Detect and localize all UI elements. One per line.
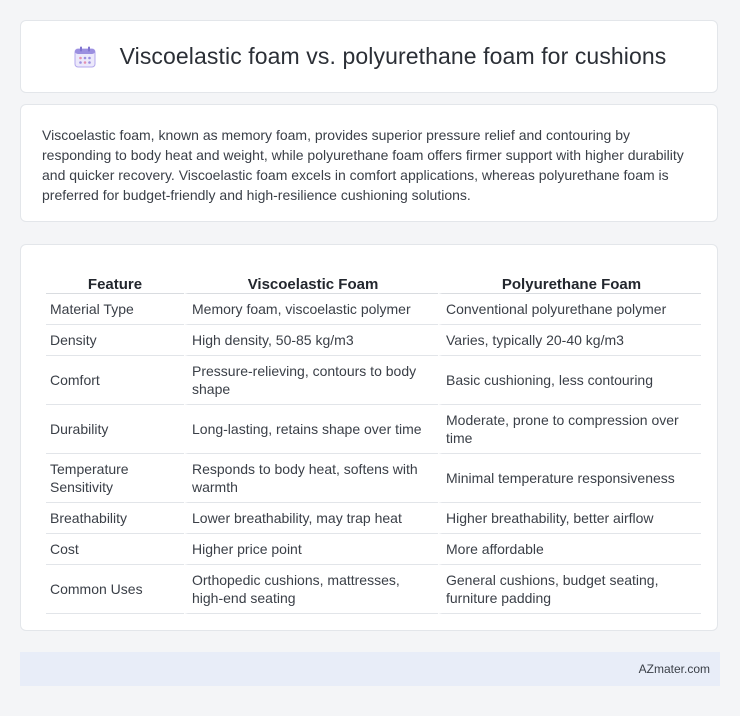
table-header-row — [46, 265, 701, 294]
viscoelastic-cell: Responds to body heat, softens with warmth — [184, 454, 438, 503]
polyurethane-cell: More affordable — [438, 534, 701, 565]
footer-brand: AZmater.com — [638, 662, 710, 676]
calendar-icon — [72, 44, 98, 70]
table-row — [46, 405, 701, 454]
feature-cell: Common Uses — [46, 565, 184, 614]
footer-bar — [20, 652, 720, 686]
column-header-viscoelastic: Viscoelastic Foam — [184, 265, 438, 294]
viscoelastic-cell: Orthopedic cushions, mattresses, high-end seating — [184, 565, 438, 614]
feature-cell: Density — [46, 325, 184, 356]
feature-cell: Temperature Sensitivity — [46, 454, 184, 503]
viscoelastic-cell: Higher price point — [184, 534, 438, 565]
feature-cell: Cost — [46, 534, 184, 565]
summary-paragraph: Viscoelastic foam, known as memory foam, provides superior pressure relief and contouring by responding to body heat and weight, while polyurethane foam offers firmer support with higher durability and quicker recovery. Viscoelastic foam excels in comfort applications, whereas polyurethane foam is preferred for budget-friendly and high-resilience cushioning solutions. — [42, 127, 684, 203]
table-row — [46, 565, 701, 614]
table-row — [46, 294, 701, 325]
comparison-table-card — [20, 244, 718, 631]
page-title: Viscoelastic foam vs. polyurethane foam for cushions — [119, 43, 667, 69]
polyurethane-cell: Moderate, prone to compression over time — [438, 405, 701, 454]
column-header-polyurethane: Polyurethane Foam — [438, 265, 701, 294]
title-card — [20, 20, 718, 93]
viscoelastic-cell: Memory foam, viscoelastic polymer — [184, 294, 438, 325]
table-row — [46, 356, 701, 405]
table-row — [46, 325, 701, 356]
polyurethane-cell: Basic cushioning, less contouring — [438, 356, 701, 405]
comparison-table — [46, 265, 701, 614]
viscoelastic-cell: High density, 50-85 kg/m3 — [184, 325, 438, 356]
polyurethane-cell: Varies, typically 20-40 kg/m3 — [438, 325, 701, 356]
summary-card — [20, 104, 718, 222]
feature-cell: Breathability — [46, 503, 184, 534]
column-header-feature: Feature — [46, 265, 184, 294]
table-row — [46, 534, 701, 565]
feature-cell: Durability — [46, 405, 184, 454]
viscoelastic-cell: Long-lasting, retains shape over time — [184, 405, 438, 454]
polyurethane-cell: General cushions, budget seating, furniture padding — [438, 565, 701, 614]
viscoelastic-cell: Pressure-relieving, contours to body shape — [184, 356, 438, 405]
polyurethane-cell: Conventional polyurethane polymer — [438, 294, 701, 325]
polyurethane-cell: Minimal temperature responsiveness — [438, 454, 701, 503]
table-row — [46, 503, 701, 534]
feature-cell: Comfort — [46, 356, 184, 405]
polyurethane-cell: Higher breathability, better airflow — [438, 503, 701, 534]
table-row — [46, 454, 701, 503]
viscoelastic-cell: Lower breathability, may trap heat — [184, 503, 438, 534]
feature-cell: Material Type — [46, 294, 184, 325]
